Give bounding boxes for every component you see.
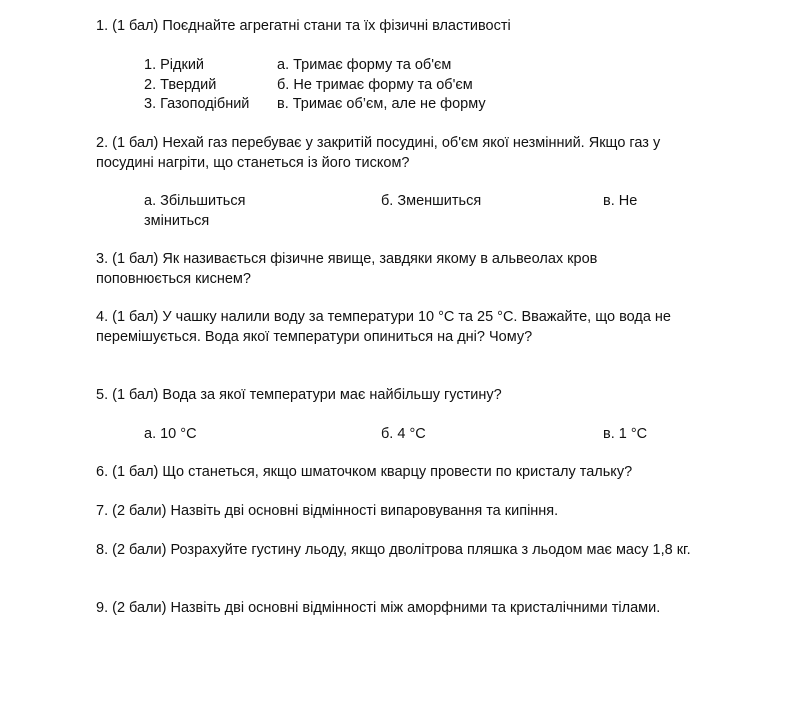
question-5-option-a: а. 10 °C <box>144 426 197 442</box>
question-1-right-item: в. Тримає об’єм, але не форму <box>277 96 486 112</box>
question-1-right-item: а. Тримає форму та об'єм <box>277 57 452 73</box>
question-6-text: 6. (1 бал) Що станеться, якщо шматочком кварцу провести по кристалу тальку? <box>96 464 633 480</box>
question-9-text: 9. (2 бали) Назвіть дві основні відмінності між аморфними та кристалічними тілами. <box>96 600 661 616</box>
question-1-right-item: б. Не тримає форму та об'єм <box>277 76 473 93</box>
question-2-option-c: в. Не зміниться <box>144 193 638 229</box>
question-2-text: 2. (1 бал) Нехай газ перебуває у закритій посудині, об'єм якої незмінний. Якщо газ у посудині нагріти, що станеться із його тиском? <box>96 135 661 171</box>
question-1-left-item: 3. Газоподібний <box>144 96 250 112</box>
question-4-text: 4. (1 бал) У чашку налили воду за температури 10 °C та 25 °C. Вважайте, що вода не перемішується. Вода якої температури опиниться на дні? Чому? <box>96 309 672 345</box>
question-8-text: 8. (2 бали) Розрахуйте густину льоду, якщо дволітрова пляшка з льодом має масу 1,8 кг. <box>96 542 691 558</box>
question-1-left-item: 2. Твердий <box>144 76 217 93</box>
question-5-option-c: в. 1 °C <box>603 426 648 442</box>
question-1-text: 1. (1 бал) Поєднайте агрегатні стани та їх фізичні властивості <box>96 18 511 34</box>
question-2-option-a: а. Збільшиться <box>144 193 246 209</box>
question-1-left-item: 1. Рідкий <box>144 57 205 73</box>
question-7-text: 7. (2 бали) Назвіть дві основні відмінності випаровування та кипіння. <box>96 503 559 519</box>
question-2-option-b: б. Зменшиться <box>381 193 482 209</box>
question-5-option-b: б. 4 °C <box>381 426 426 442</box>
question-3-text: 3. (1 бал) Як називається фізичне явище, завдяки якому в альвеолах кров поповнюється киснем? <box>96 251 598 287</box>
question-5-text: 5. (1 бал) Вода за якої температури має найбільшу густину? <box>96 387 502 403</box>
